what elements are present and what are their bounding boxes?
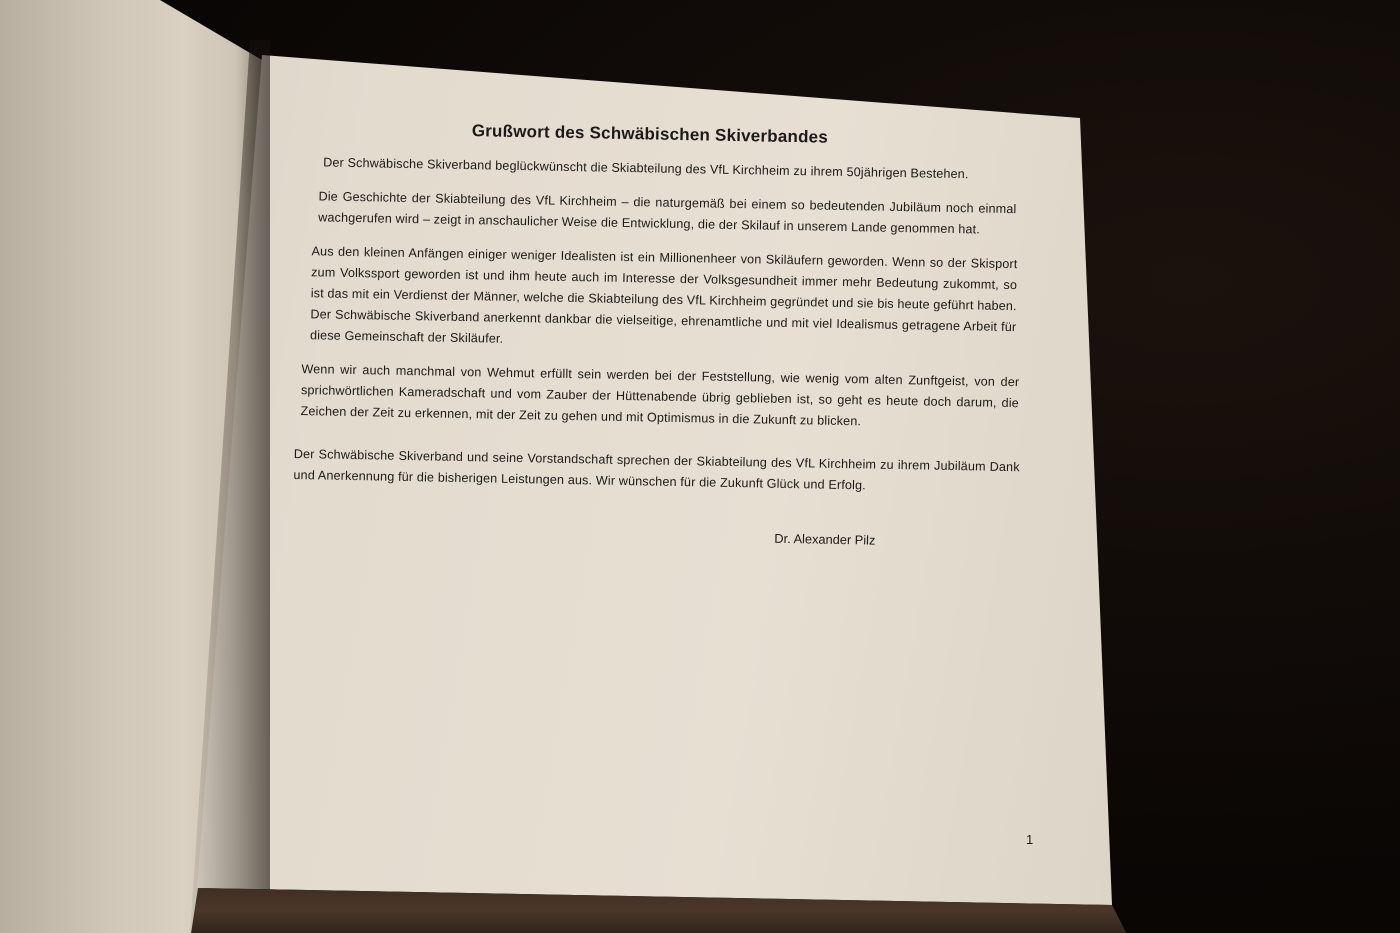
page-text	[292, 118, 1030, 550]
page-number: 1	[1026, 832, 1034, 847]
paragraph-3: Aus den kleinen Anfängen einiger weniger Idealisten ist ein Millionenheer von Skiläufern geworden. Wenn so der Skisport zum Volkssport geworden ist und ihm heute auch im Interesse der Volksgesundheit immer mehr Bedeutung zukommt, so ist das mit ein Verdienst der Männer, welche die Skiabteilung des VfL Kirchheim gegründet und sie bis heute geführt haben. Der Schwäbische Skiverband anerkennt dankbar die vielseitige, ehrenamtliche und mit viel Idealismus getragene Arbeit für diese Gemeinschaft der Skiläufer.	[309, 244, 1018, 346]
signature: Dr. Alexander Pilz	[774, 530, 876, 548]
paragraph-1: Der Schwäbische Skiverband beglückwünscht die Skiabteilung des VfL Kirchheim zu ihrem 50jährigen Bestehen.	[323, 155, 969, 182]
paragraph-2: Die Geschichte der Skiabteilung des VfL Kirchheim – die naturgemäß bei einem so bedeutenden Jubiläum noch einmal wachgerufen wird – zeigt in anschaulicher Weise die Entwicklung, die der Skilauf in unserem Lande genommen hat.	[318, 189, 1017, 237]
paragraph-5: Der Schwäbische Skiverband und seine Vorstandschaft sprechen der Skiabteilung des VfL Kirchheim zu ihrem Jubiläum Dank und Anerkennung für die bisherigen Leistungen aus. Wir wünschen für die Zukunft Glück und Erfolg.	[293, 446, 1020, 493]
page-title: Grußwort des Schwäbischen Skiverbandes	[471, 121, 829, 147]
paragraph-4: Wenn wir auch manchmal von Wehmut erfüllt sein werden bei der Feststellung, wie wenig vom alten Zunftgeist, von der sprichwörtlichen Kameradschaft und vom Zauber der Hüttenabende übrig geblieben ist, so geht es heute doch darum, die Zeichen der Zeit zu erkennen, mit der Zeit zu gehen und mit Optimismus in die Zukunft zu blicken.	[300, 362, 1020, 429]
